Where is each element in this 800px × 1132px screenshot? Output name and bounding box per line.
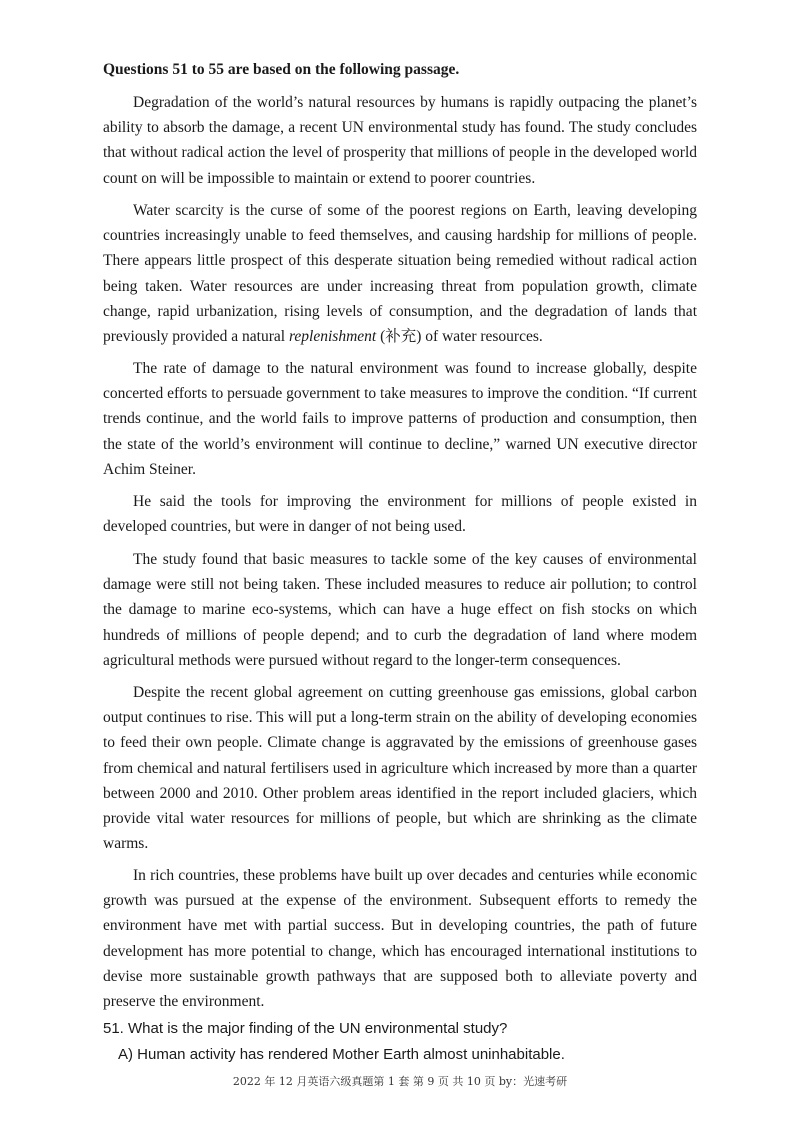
paragraph-1: Degradation of the world’s natural resources by humans is rapidly outpacing the planet’s ability to absorb the damage, a recent UN environmental study has found. The study concludes that without radical action the level of prosperity that millions of people in the developed world count on will be impossible to maintain or extend to poorer countries. <box>103 94 697 187</box>
page-footer: 2022 年 12 月英语六级真题第 1 套 第 9 页 共 10 页 by：光速考研 <box>232 1075 568 1088</box>
paragraph-4: He said the tools for improving the environment for millions of people existed in developed countries, but were in danger of not being used. <box>103 493 697 536</box>
paragraph-7: In rich countries, these problems have built up over decades and centuries while economic growth was pursued at the expense of the environment. Subsequent efforts to remedy the environment have met with partial success. But in developing countries, the path of future development has more potential to change, which has encouraged international institutions to devise more sustainable growth pathways that are supposed both to alleviate poverty and preserve the environment. <box>103 867 697 1011</box>
paragraph-5: The study found that basic measures to tackle some of the key causes of environmental damage were still not being taken. These included measures to reduce air pollution; to control the damage to marine eco-systems, which can have a huge effect on fish stocks on which hundreds of millions of people depend; and to curb the degradation of land where modem agricultural methods were pursued without regard to the longer-term consequences. <box>103 551 697 669</box>
option-a: A) Human activity has rendered Mother Earth almost uninhabitable. <box>118 1046 565 1063</box>
question-51: 51. What is the major finding of the UN environmental study? <box>103 1020 508 1037</box>
replenishment-term: replenishment <box>288 328 377 346</box>
paragraph-2-text: Water scarcity is the curse of some of the poorest regions on Earth, leaving developing countries increasingly unable to feed themselves, and causing hardship for millions of people. There appears little prospect of this desperate situation being remedied without radical action being taken. Water resources are under increasing threat from population growth, climate change, rapid urbanization, rising levels of consumption, and the degradation of lands that previously provided a natural <box>103 202 697 346</box>
replenishment-gloss: (补充) of water resources. <box>376 328 543 346</box>
passage-heading: Questions 51 to 55 are based on the following passage. <box>103 61 460 78</box>
paragraph-3: The rate of damage to the natural environment was found to increase globally, despite concerted efforts to persuade government to take measures to improve the condition. “If current trends continue, and the world fails to improve patterns of production and consumption, then the state of the world’s environment will continue to decline,” warned UN executive director Achim Steiner. <box>103 360 697 478</box>
paragraph-6: Despite the recent global agreement on cutting greenhouse gas emissions, global carbon output continues to rise. This will put a long-term strain on the ability of developing economies to feed their own people. Climate change is aggravated by the emissions of greenhouse gases from chemical and natural fertilisers used in agriculture which increased by more than a quarter between 2000 and 2010. Other problem areas identified in the report included glaciers, which provide vital water resources for millions of people, but which are shrinking as the climate warms. <box>103 684 697 853</box>
paragraph-2 <box>103 198 697 349</box>
